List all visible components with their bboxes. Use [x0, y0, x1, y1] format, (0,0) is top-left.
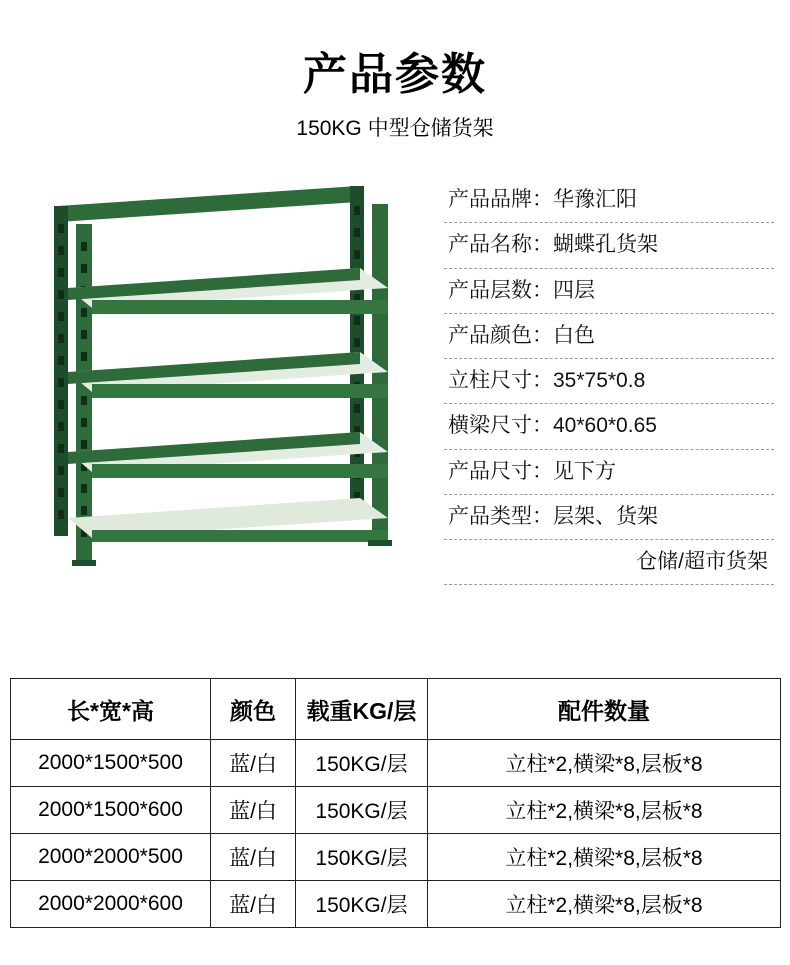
- spec-key: 立柱尺寸：: [448, 369, 553, 392]
- spec-value: 华豫汇阳: [553, 188, 637, 211]
- table-row: [11, 881, 781, 928]
- spec-value: 白色: [553, 323, 595, 347]
- spec-row: [444, 404, 774, 449]
- table-cell: 2000*1500*600: [11, 787, 211, 834]
- size-table: [10, 678, 781, 928]
- spec-row: [444, 223, 774, 268]
- table-cell: 150KG/层: [296, 881, 428, 928]
- table-cell: 蓝/白: [211, 740, 296, 787]
- table-header-cell: 配件数量: [428, 679, 781, 740]
- spec-value: 见下方: [553, 459, 616, 483]
- page-subtitle: 150KG 中型仓储货架: [296, 117, 494, 140]
- spec-key: 产品品牌：: [448, 188, 553, 211]
- spec-row-continuation: 仓储/超市货架: [444, 540, 774, 585]
- table-cell: 150KG/层: [296, 834, 428, 881]
- table-header-cell: 长*宽*高: [11, 679, 211, 740]
- table-row: [11, 787, 781, 834]
- table-cell: 150KG/层: [296, 787, 428, 834]
- spec-key: 产品层数：: [448, 278, 553, 302]
- table-header-row: [11, 679, 781, 740]
- page-title: 产品参数: [303, 50, 487, 99]
- spec-key: 横梁尺寸：: [448, 414, 553, 438]
- table-cell: 2000*2000*600: [11, 881, 211, 928]
- table-header-cell: 载重KG/层: [296, 679, 428, 740]
- spec-key: 产品名称：: [448, 233, 553, 257]
- table-cell: 蓝/白: [211, 834, 296, 881]
- table-row: [11, 834, 781, 881]
- spec-row: [444, 495, 774, 540]
- spec-value: 层架、货架: [553, 504, 658, 528]
- spec-key: 产品尺寸：: [448, 459, 553, 483]
- table-row: [11, 740, 781, 787]
- spec-row: [444, 269, 774, 314]
- table-cell: 2000*1500*500: [11, 740, 211, 787]
- spec-row: [444, 359, 774, 404]
- spec-value: 40*60*0.65: [553, 414, 657, 438]
- product-spec-page: [0, 38, 790, 965]
- table-cell: 立柱*2,横梁*8,层板*8: [428, 787, 781, 834]
- spec-value: 四层: [553, 278, 595, 302]
- spec-key: 产品类型：: [448, 504, 553, 528]
- table-cell: 蓝/白: [211, 787, 296, 834]
- spec-value: 蝴蝶孔货架: [553, 233, 658, 257]
- size-table-wrapper: [10, 678, 780, 928]
- table-cell: 立柱*2,横梁*8,层板*8: [428, 834, 781, 881]
- spec-list: [444, 178, 774, 585]
- table-cell: 蓝/白: [211, 881, 296, 928]
- shelf-illustration: [28, 176, 408, 566]
- spec-row: [444, 314, 774, 359]
- spec-value: 35*75*0.8: [553, 369, 646, 392]
- table-cell: 2000*2000*500: [11, 834, 211, 881]
- table-cell: 立柱*2,横梁*8,层板*8: [428, 881, 781, 928]
- table-cell: 150KG/层: [296, 740, 428, 787]
- spec-row: [444, 450, 774, 495]
- spec-key: 产品颜色：: [448, 323, 553, 347]
- spec-row: [444, 178, 774, 223]
- table-header-cell: 颜色: [211, 679, 296, 740]
- table-cell: 立柱*2,横梁*8,层板*8: [428, 740, 781, 787]
- content-area: [0, 164, 790, 585]
- product-image: [18, 164, 438, 584]
